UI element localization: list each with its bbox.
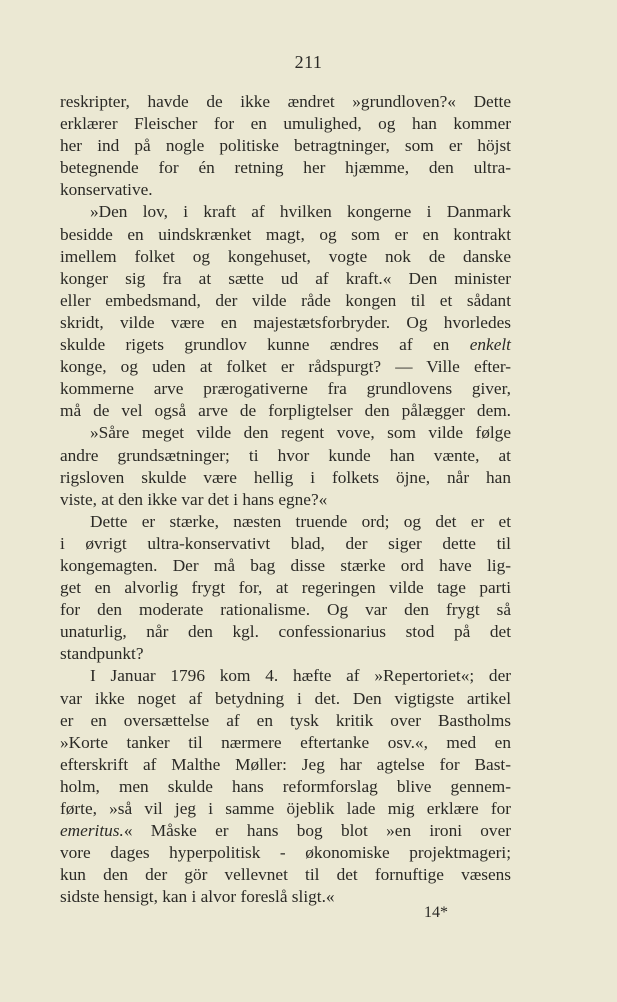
text-line xyxy=(60,577,511,599)
text-line xyxy=(60,864,511,886)
text-line xyxy=(60,246,511,268)
text-segment: viste, at den ikke var det i hans egne?« xyxy=(60,489,328,509)
text-line xyxy=(60,820,511,842)
text-segment: rigsloven skulde være hellig i folkets öjne, når han xyxy=(60,467,511,487)
text-line xyxy=(60,710,511,732)
text-line xyxy=(60,467,511,489)
text-line xyxy=(60,91,511,113)
text-line xyxy=(60,224,511,246)
text-segment: konservative. xyxy=(60,180,153,200)
text-line xyxy=(60,643,511,665)
text-line xyxy=(60,842,511,864)
text-segment: eller embedsmand, der vilde råde kongen til et sådant xyxy=(60,290,511,310)
body-text xyxy=(60,91,511,908)
text-segment: efterskrift af Malthe Møller: Jeg har agtelse for Bast- xyxy=(60,754,511,774)
text-line xyxy=(60,776,511,798)
text-segment: erklærer Fleischer for en umulighed, og han kommer xyxy=(60,114,511,134)
text-segment: i øvrigt ultra-konservativt blad, der siger dette til xyxy=(60,533,511,553)
text-segment: imellem folket og kongehuset, vogte nok de danske xyxy=(60,246,511,266)
text-segment: « Måske er hans bog blot »en ironi over xyxy=(123,821,511,841)
text-line xyxy=(60,290,511,312)
text-line xyxy=(60,555,511,577)
text-line xyxy=(60,533,511,555)
text-line xyxy=(60,179,511,201)
text-segment: unaturlig, når den kgl. confessionarius stod på det xyxy=(60,622,511,642)
text-line xyxy=(60,621,511,643)
text-line xyxy=(60,268,511,290)
text-line xyxy=(60,422,511,444)
text-segment: må de vel også arve de forpligtelser den pålægger dem. xyxy=(60,401,511,421)
text-segment: var ikke noget af betydning i det. Den vigtigste artikel xyxy=(60,688,511,708)
text-line xyxy=(60,445,511,467)
text-line xyxy=(60,798,511,820)
text-segment: kongemagten. Der må bag disse stærke ord have lig- xyxy=(60,555,511,575)
italic-text: enkelt xyxy=(469,335,511,355)
text-line xyxy=(60,135,511,157)
signature-mark: 14* xyxy=(424,904,448,921)
text-segment: kommerne arve prærogativerne fra grundlovens giver, xyxy=(60,379,511,399)
text-segment: holm, men skulde hans reformforslag blive gennem- xyxy=(60,776,511,796)
text-line xyxy=(60,754,511,776)
text-line xyxy=(60,201,511,223)
text-line xyxy=(60,378,511,400)
text-segment: betegnende for én retning her hjæmme, den ultra- xyxy=(60,158,511,178)
text-line xyxy=(60,334,511,356)
text-segment: get en alvorlig frygt for, at regeringen vilde tage parti xyxy=(60,578,511,598)
text-segment: konge, og uden at folket er rådspurgt? — Ville efter- xyxy=(60,357,511,377)
text-line xyxy=(60,688,511,710)
text-segment: reskripter, havde de ikke ændret »grundloven?« Dette xyxy=(60,92,511,111)
text-segment: førte, »så vil jeg i samme öjeblik lade mig erklære for xyxy=(60,799,511,818)
text-segment: I Januar 1796 kom 4. hæfte af »Repertoriet«; der xyxy=(90,666,511,686)
text-segment: besidde en uindskrænket magt, og som er en kontrakt xyxy=(60,224,511,244)
text-segment: »Den lov, i kraft af hvilken kongerne i Danmark xyxy=(90,202,511,222)
text-line xyxy=(60,665,511,687)
text-segment: »Korte tanker til nærmere eftertanke osv.«, med en xyxy=(60,732,511,752)
text-segment: standpunkt? xyxy=(60,644,144,664)
text-line xyxy=(60,113,511,135)
text-line xyxy=(60,732,511,754)
text-line xyxy=(60,400,511,422)
text-segment: skridt, vilde være en majestætsforbryder. Og hvorledes xyxy=(60,312,511,332)
text-segment: for den moderate rationalisme. Og var den frygt så xyxy=(60,600,511,620)
italic-text: emeritus. xyxy=(60,821,124,841)
text-segment: andre grundsætninger; ti hvor kunde han vænte, at xyxy=(60,445,511,465)
text-segment: her ind på nogle politiske betragtninger, som er höjst xyxy=(60,136,511,156)
text-segment: sidste hensigt, kan i alvor foreslå sligt.« xyxy=(60,887,335,907)
text-line xyxy=(60,599,511,621)
text-segment: »Såre meget vilde den regent vove, som vilde følge xyxy=(90,423,511,443)
text-segment: Dette er stærke, næsten truende ord; og det er et xyxy=(90,511,511,531)
text-line xyxy=(60,489,511,511)
text-line xyxy=(60,356,511,378)
text-segment: er en oversættelse af en tysk kritik over Bastholms xyxy=(60,710,511,730)
text-line xyxy=(60,157,511,179)
text-segment: skulde rigets grundlov kunne ændres af en xyxy=(60,335,470,355)
text-line xyxy=(60,312,511,334)
page-number: 211 xyxy=(294,52,323,72)
text-segment: kun den der gör vellevnet til det fornuftige væsens xyxy=(60,865,511,885)
text-segment: konger sig fra at sætte ud af kraft.« Den minister xyxy=(60,268,511,288)
text-segment: vore dages hyperpolitisk - økonomiske projektmageri; xyxy=(60,843,511,863)
text-line xyxy=(60,511,511,533)
